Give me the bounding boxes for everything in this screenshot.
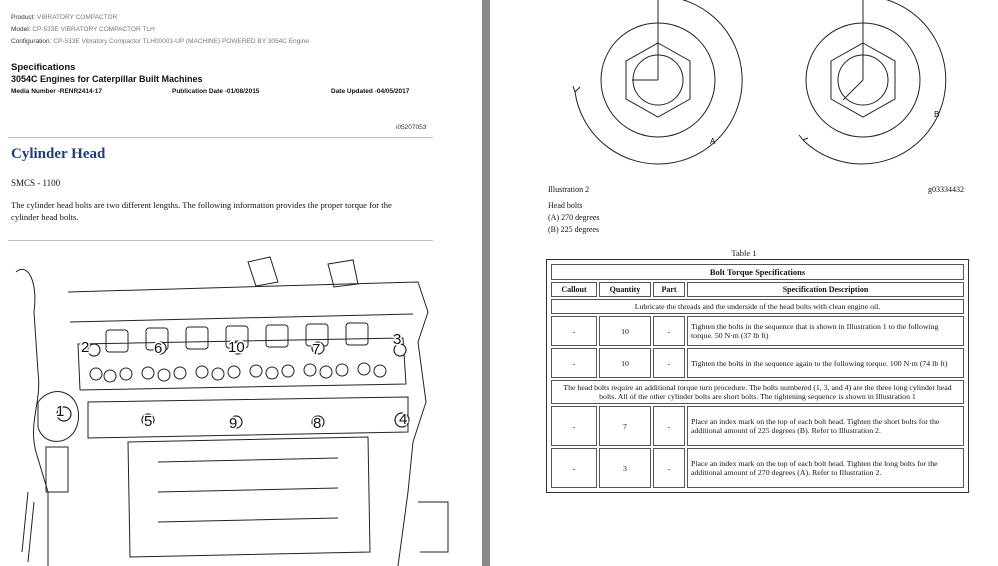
bolt-callout-3: 3	[393, 331, 402, 348]
bolt-callout-6: 6	[154, 340, 163, 357]
table-row	[551, 406, 964, 446]
bolt-torque-table	[546, 259, 969, 493]
cell-callout: -	[551, 406, 597, 446]
cell-quantity: 7	[599, 406, 651, 446]
illustration-2-caption: Illustration 2	[548, 185, 590, 194]
divider	[8, 240, 433, 241]
cell-description: Place an index mark on the top of each bolt head. Tighten the short bolts for the additional amount of 225 degrees (B). Refer to Illustration 2.	[687, 406, 964, 446]
cell-description: Place an index mark on the top of each bolt head. Tighten the long bolts for the additional amount of 270 degrees (A). Refer to Illustration 2.	[687, 448, 964, 488]
section-title: Cylinder Head	[11, 146, 106, 162]
angle-label-b: B	[934, 110, 940, 119]
table-row	[551, 348, 964, 378]
header-specification-description: Specification Description	[687, 282, 964, 297]
illustration-2-title: Head bolts	[548, 201, 583, 210]
cell-description: Tighten the bolts in the sequence that is shown in Illustration 1 to the following torque. 50 N·m (37 lb ft)	[687, 316, 964, 346]
bolt-callout-10: 10	[228, 339, 245, 356]
configuration-value: CP-533E Vibratory Compactor TLH00001-UP (MACHINE) POWERED BY 3054C Engine	[53, 38, 309, 45]
product-label: Product:	[11, 14, 36, 21]
header-callout: Callout	[551, 282, 597, 297]
cell-quantity: 3	[599, 448, 651, 488]
product-value: VIBRATORY COMPACTOR	[37, 14, 118, 21]
intro-paragraph: The cylinder head bolts are two different lengths. The following information provides the proper torque for the cylinder head bolts.	[11, 200, 392, 222]
model-label: Model:	[11, 26, 31, 33]
bolt-callout-7: 7	[312, 341, 321, 358]
bolt-callout-5: 5	[144, 413, 153, 430]
table-title-row	[551, 264, 964, 280]
cell-callout: -	[551, 316, 597, 346]
bolt-callout-1: 1	[56, 403, 65, 420]
illustration-2-item-b: (B) 225 degrees	[548, 225, 600, 234]
illustration-2-item-a: (A) 270 degrees	[548, 213, 600, 222]
page-gutter	[482, 0, 490, 566]
table-header-row	[551, 282, 964, 297]
bolt-callout-8: 8	[313, 415, 322, 432]
table-note: Lubricate the threads and the underside of the head bolts with clean engine oil.	[551, 299, 964, 314]
right-page	[490, 0, 998, 566]
cell-callout: -	[551, 448, 597, 488]
table-label: Table 1	[731, 248, 757, 258]
cell-callout: -	[551, 348, 597, 378]
table-note-row	[551, 299, 964, 314]
product-line	[11, 14, 117, 21]
bolt-callout-9: 9	[229, 415, 238, 432]
table-note-row	[551, 380, 964, 404]
date-updated: Date Updated -04/05/2017	[331, 88, 410, 95]
bolt-callout-2: 2	[81, 339, 90, 356]
table-row	[551, 316, 964, 346]
cell-description: Tighten the bolts in the sequence again to the following torque. 100 N·m (74 lb ft)	[687, 348, 964, 378]
spec-heading: Specifications	[11, 62, 76, 73]
model-value: CP-533E VIBRATORY COMPACTOR TLH	[32, 26, 155, 33]
model-line	[11, 26, 155, 33]
configuration-line	[11, 38, 309, 45]
table-note: The head bolts require an additional torque turn procedure. The bolts numbered (1, 3, and 4) are the three long cylinder head bolts. All of the other cylinder bolts are short bolts. The tightening sequence is shown in Illustration 1	[551, 380, 964, 404]
head-bolt-angle-illustration	[570, 0, 970, 180]
bolt-callout-4: 4	[399, 411, 408, 428]
cell-part: -	[653, 448, 685, 488]
cell-part: -	[653, 316, 685, 346]
header-part: Part	[653, 282, 685, 297]
illustration-2-reference: g03334432	[928, 185, 964, 194]
media-number: Media Number -RENR2414-17	[11, 88, 103, 95]
cell-part: -	[653, 348, 685, 378]
header-quantity: Quantity	[599, 282, 651, 297]
table-row	[551, 448, 964, 488]
divider	[8, 137, 433, 138]
left-page	[0, 0, 482, 566]
cell-part: -	[653, 406, 685, 446]
configuration-label: Configuration:	[11, 38, 52, 45]
cell-quantity: 10	[599, 316, 651, 346]
spec-subtitle: 3054C Engines for Caterpillar Built Machines	[11, 74, 203, 84]
table-title: Bolt Torque Specifications	[551, 264, 964, 280]
cell-quantity: 10	[599, 348, 651, 378]
publication-date: Publication Date -01/08/2015	[172, 88, 260, 95]
smcs-code: SMCS - 1100	[11, 178, 61, 188]
document-reference-id: i05207053	[396, 124, 427, 131]
angle-label-a: A	[710, 137, 716, 146]
cylinder-head-bolt-sequence-illustration	[8, 252, 478, 566]
